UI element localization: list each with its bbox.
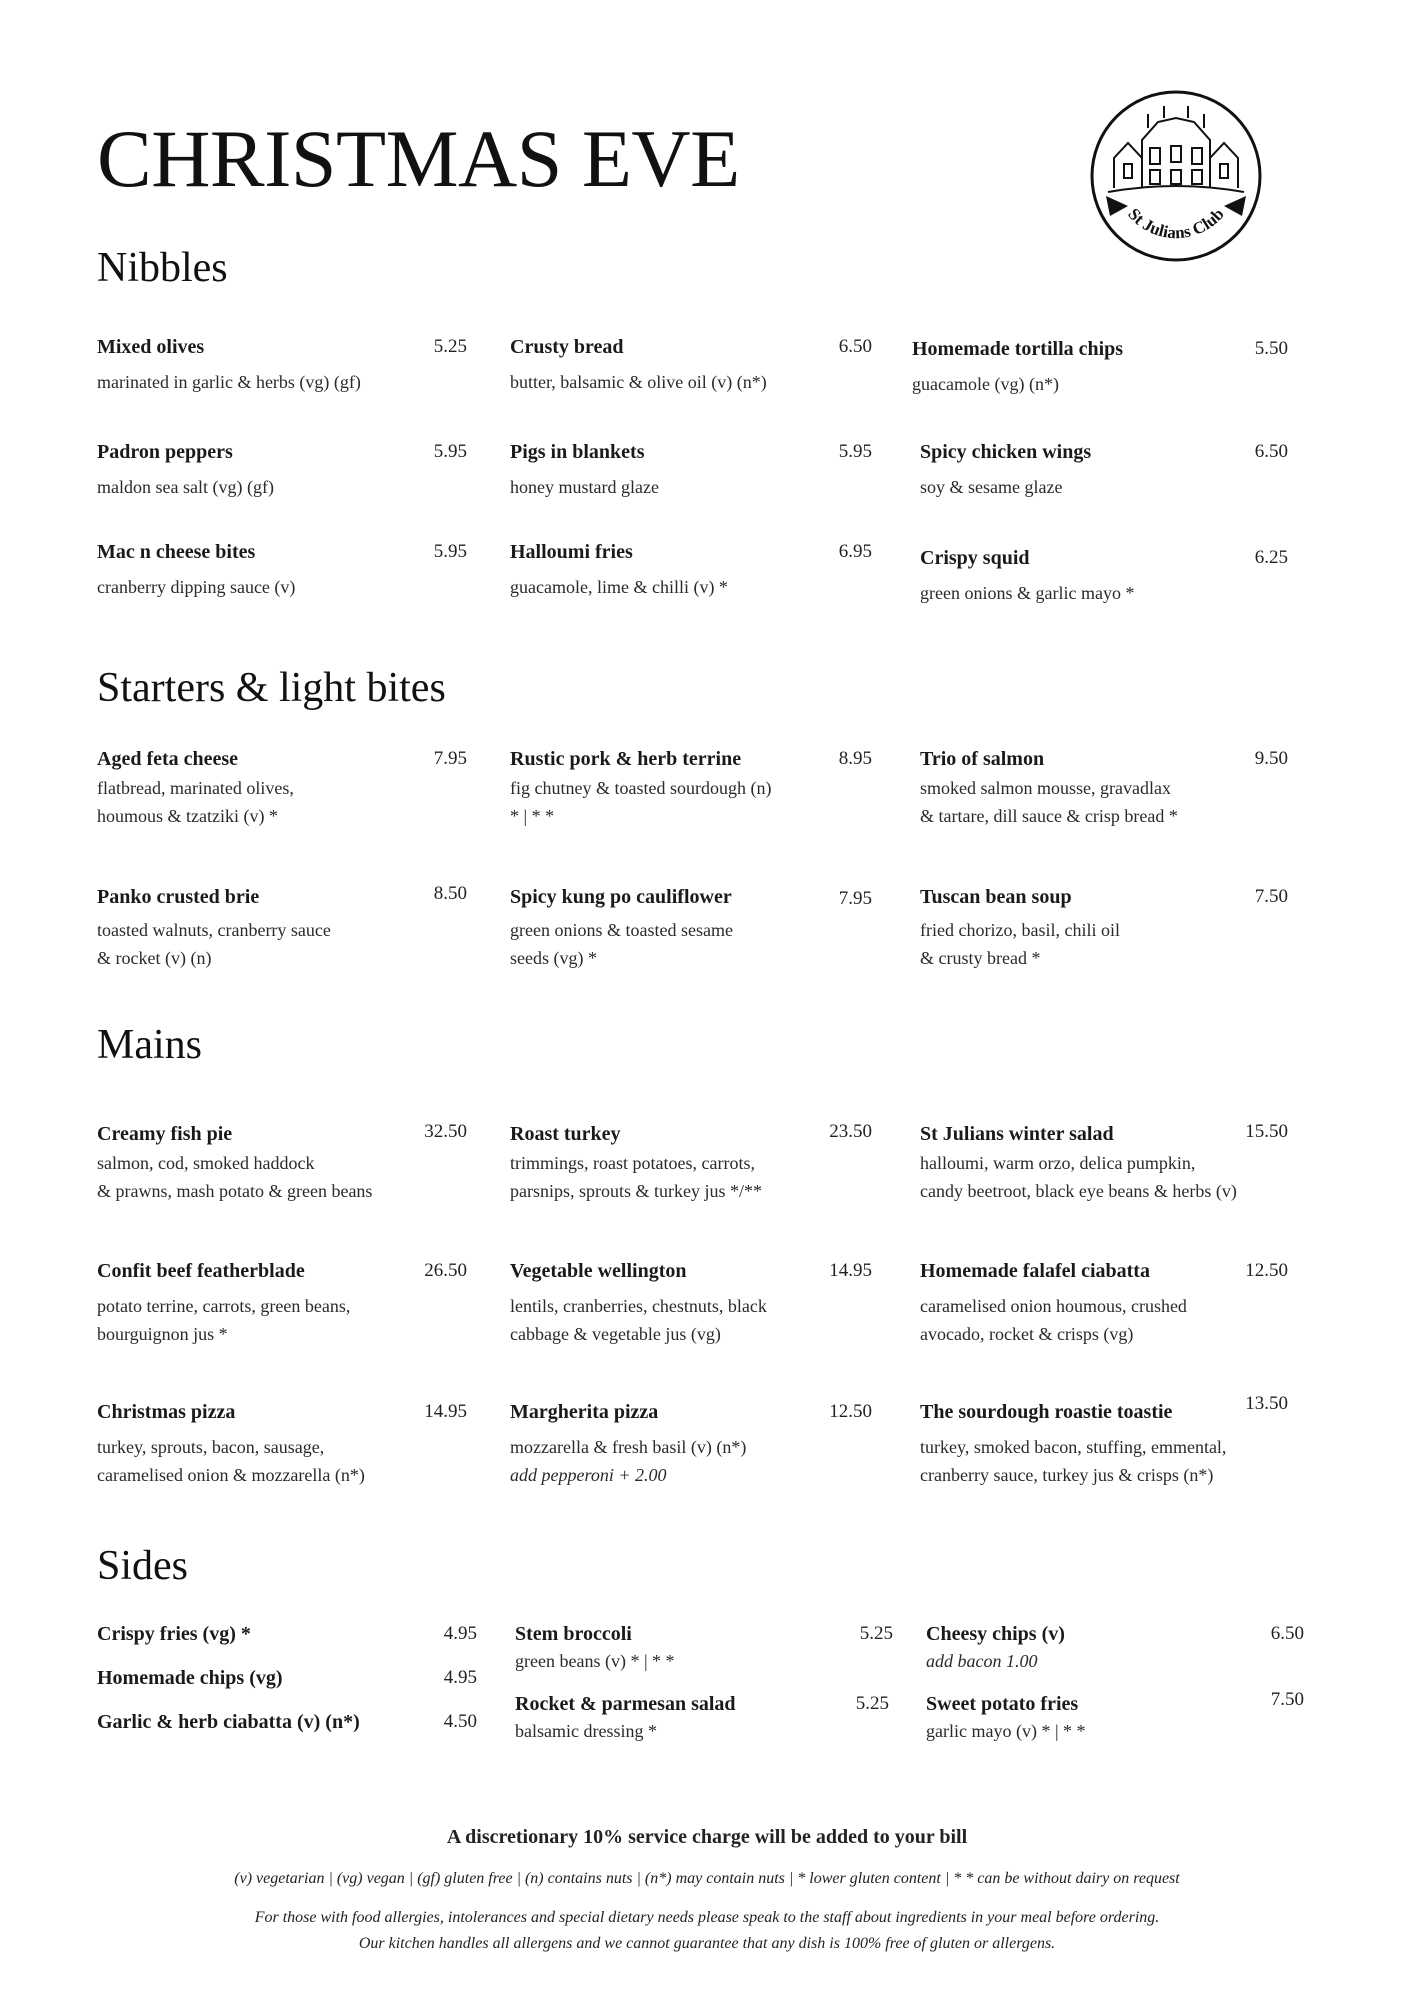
- item-price: 6.50: [838, 336, 872, 357]
- st-julians-club-logo: [1088, 88, 1264, 264]
- item-description: soy & sesame glaze: [920, 477, 1063, 497]
- menu-title: CHRISTMAS EVE: [97, 113, 740, 204]
- item-description: maldon sea salt (vg) (gf): [97, 477, 274, 497]
- item-name: Stem broccoli: [515, 1623, 632, 1645]
- dietary-legend: (v) vegetarian | (vg) vegan | (gf) gluten free | (n) contains nuts | (n*) may contain nuts | * lower gluten content | * * can be without dairy on request: [234, 1870, 1180, 1887]
- item-description: & tartare, dill sauce & crisp bread *: [920, 806, 1178, 826]
- item-name: Garlic & herb ciabatta (v) (n*): [97, 1711, 360, 1733]
- item-description: honey mustard glaze: [510, 477, 659, 497]
- item-addon: add pepperoni + 2.00: [510, 1465, 667, 1485]
- item-description: marinated in garlic & herbs (vg) (gf): [97, 372, 361, 392]
- section-title-sides: Sides: [97, 1543, 189, 1589]
- item-description: cranberry sauce, turkey jus & crisps (n*): [920, 1465, 1214, 1485]
- item-price: 5.95: [838, 441, 872, 462]
- menu-item-margherita-pizza: [510, 1399, 872, 1489]
- item-description: parsnips, sprouts & turkey jus */**: [510, 1181, 762, 1201]
- item-name: Homemade falafel ciabatta: [920, 1260, 1150, 1282]
- item-description: turkey, sprouts, bacon, sausage,: [97, 1437, 325, 1457]
- item-name: Rustic pork & herb terrine: [510, 748, 742, 770]
- item-description: green onions & garlic mayo *: [920, 583, 1135, 603]
- side-item-crispy-fries: [97, 1621, 477, 1647]
- item-price: 4.95: [443, 1667, 477, 1688]
- item-price: 6.25: [1254, 547, 1288, 568]
- menu-item-padron-peppers: [97, 439, 467, 501]
- item-description: & prawns, mash potato & green beans: [97, 1181, 373, 1201]
- allergy-notice-line-1: For those with food allergies, intolerances and special dietary needs please speak to the staff about ingredients in your meal before ordering.: [254, 1909, 1160, 1926]
- item-name: Padron peppers: [97, 441, 233, 463]
- item-name: Vegetable wellington: [510, 1260, 687, 1282]
- menu-item-crusty-bread: [510, 334, 872, 396]
- item-price: 32.50: [424, 1121, 467, 1142]
- side-item-cheesy-chips: [926, 1621, 1304, 1675]
- item-price: 26.50: [424, 1260, 467, 1281]
- item-price: 7.95: [433, 748, 467, 769]
- logo-text: St Julians Club: [1124, 204, 1228, 243]
- menu-item-tuscan-bean-soup: [920, 884, 1288, 972]
- item-price: 5.25: [859, 1623, 893, 1644]
- menu-item-crispy-squid: [920, 545, 1288, 607]
- item-description: butter, balsamic & olive oil (v) (n*): [510, 372, 767, 392]
- item-name: Halloumi fries: [510, 541, 633, 563]
- item-name: Creamy fish pie: [97, 1123, 233, 1145]
- menu-item-aged-feta-cheese: [97, 746, 467, 830]
- menu-item-mixed-olives: [97, 334, 467, 396]
- side-item-stem-broccoli: [515, 1621, 893, 1675]
- side-item-homemade-chips: [97, 1665, 477, 1691]
- menu-item-roastie-toastie: [920, 1393, 1288, 1489]
- allergy-notice-line-2: Our kitchen handles all allergens and we cannot guarantee that any dish is 100% free of gluten or allergens.: [358, 1935, 1056, 1952]
- item-name: Spicy chicken wings: [920, 441, 1092, 463]
- item-description: & crusty bread *: [920, 948, 1041, 968]
- item-description: potato terrine, carrots, green beans,: [97, 1296, 351, 1316]
- item-description: fig chutney & toasted sourdough (n): [510, 778, 772, 798]
- item-price: 4.50: [443, 1711, 477, 1732]
- item-description: cranberry dipping sauce (v): [97, 577, 296, 597]
- side-item-sweet-potato-fries: [926, 1691, 1304, 1745]
- section-title-nibbles: Nibbles: [97, 245, 228, 291]
- menu-item-christmas-pizza: [97, 1399, 467, 1489]
- item-description: avocado, rocket & crisps (vg): [920, 1324, 1134, 1344]
- item-name: Christmas pizza: [97, 1401, 236, 1423]
- menu-item-beef-featherblade: [97, 1258, 467, 1348]
- item-description: balsamic dressing *: [515, 1721, 657, 1741]
- item-price: 6.50: [1270, 1623, 1304, 1644]
- item-addon: add bacon 1.00: [926, 1651, 1038, 1671]
- item-price: 4.95: [443, 1623, 477, 1644]
- item-price: 12.50: [829, 1401, 872, 1422]
- item-name: Crusty bread: [510, 336, 624, 358]
- item-name: Panko crusted brie: [97, 886, 260, 908]
- item-price: 8.95: [838, 748, 872, 769]
- menu-item-halloumi-fries: [510, 539, 872, 601]
- item-price: 8.50: [433, 883, 467, 904]
- menu-item-winter-salad: [920, 1121, 1288, 1205]
- item-description: green onions & toasted sesame: [510, 920, 733, 940]
- item-name: The sourdough roastie toastie: [920, 1401, 1173, 1423]
- item-description: bourguignon jus *: [97, 1324, 228, 1344]
- item-price: 5.50: [1254, 338, 1288, 359]
- item-price: 15.50: [1245, 1121, 1288, 1142]
- item-description: garlic mayo (v) * | * *: [926, 1721, 1086, 1741]
- menu-item-kung-po-cauliflower: [510, 884, 872, 972]
- item-price: 7.50: [1270, 1689, 1304, 1710]
- item-description: salmon, cod, smoked haddock: [97, 1153, 315, 1173]
- item-description: seeds (vg) *: [510, 948, 597, 968]
- menu-item-mac-n-cheese-bites: [97, 539, 467, 601]
- item-description: guacamole, lime & chilli (v) *: [510, 577, 728, 597]
- svg-text:St Julians Club: [1124, 205, 1227, 243]
- item-name: Homemade tortilla chips: [912, 338, 1124, 360]
- item-price: 23.50: [829, 1121, 872, 1142]
- item-description: flatbread, marinated olives,: [97, 778, 294, 798]
- item-price: 5.95: [433, 541, 467, 562]
- item-name: Aged feta cheese: [97, 748, 239, 770]
- item-price: 5.95: [433, 441, 467, 462]
- item-description: mozzarella & fresh basil (v) (n*): [510, 1437, 747, 1457]
- section-title-starters: Starters & light bites: [97, 665, 446, 711]
- item-description: trimmings, roast potatoes, carrots,: [510, 1153, 755, 1173]
- item-price: 7.95: [838, 888, 872, 909]
- item-name: Roast turkey: [510, 1123, 621, 1145]
- menu-item-creamy-fish-pie: [97, 1121, 467, 1205]
- menu-item-tortilla-chips: [912, 336, 1288, 398]
- item-name: Spicy kung po cauliflower: [510, 886, 732, 908]
- item-description: toasted walnuts, cranberry sauce: [97, 920, 331, 940]
- service-charge-note: A discretionary 10% service charge will be added to your bill: [446, 1826, 968, 1848]
- side-item-rocket-parmesan-salad: [515, 1691, 889, 1745]
- menu-item-falafel-ciabatta: [920, 1258, 1288, 1348]
- item-name: Confit beef featherblade: [97, 1260, 305, 1282]
- item-description: cabbage & vegetable jus (vg): [510, 1324, 721, 1344]
- item-price: 12.50: [1245, 1260, 1288, 1281]
- item-name: Crispy fries (vg) *: [97, 1623, 251, 1645]
- item-price: 5.25: [433, 336, 467, 357]
- item-price: 14.95: [424, 1401, 467, 1422]
- item-description: guacamole (vg) (n*): [912, 374, 1059, 394]
- side-item-garlic-herb-ciabatta: [97, 1709, 477, 1735]
- item-price: 5.25: [855, 1693, 889, 1714]
- item-description: caramelised onion houmous, crushed: [920, 1296, 1187, 1316]
- item-name: Rocket & parmesan salad: [515, 1693, 736, 1715]
- item-name: Margherita pizza: [510, 1401, 659, 1423]
- item-name: Pigs in blankets: [510, 441, 645, 463]
- item-price: 6.95: [838, 541, 872, 562]
- item-name: Mixed olives: [97, 336, 205, 358]
- menu-item-vegetable-wellington: [510, 1258, 872, 1348]
- item-name: Homemade chips (vg): [97, 1667, 283, 1689]
- item-name: Sweet potato fries: [926, 1693, 1079, 1715]
- item-description: lentils, cranberries, chestnuts, black: [510, 1296, 767, 1316]
- menu-item-spicy-chicken-wings: [920, 439, 1288, 501]
- item-description: halloumi, warm orzo, delica pumpkin,: [920, 1153, 1196, 1173]
- section-title-mains: Mains: [97, 1022, 202, 1068]
- item-description: turkey, smoked bacon, stuffing, emmental,: [920, 1437, 1227, 1457]
- menu-item-pork-herb-terrine: [510, 746, 872, 830]
- item-name: St Julians winter salad: [920, 1123, 1114, 1145]
- menu-item-roast-turkey: [510, 1121, 872, 1205]
- item-price: 7.50: [1254, 886, 1288, 907]
- item-description: * | * *: [510, 806, 555, 826]
- item-description: candy beetroot, black eye beans & herbs (v): [920, 1181, 1237, 1201]
- item-name: Mac n cheese bites: [97, 541, 256, 563]
- item-description: & rocket (v) (n): [97, 948, 212, 968]
- menu-item-panko-crusted-brie: [97, 884, 467, 972]
- item-description: houmous & tzatziki (v) *: [97, 806, 278, 826]
- item-description: caramelised onion & mozzarella (n*): [97, 1465, 365, 1485]
- item-price: 6.50: [1254, 441, 1288, 462]
- item-name: Trio of salmon: [920, 748, 1045, 770]
- item-description: green beans (v) * | * *: [515, 1651, 675, 1671]
- item-price: 14.95: [829, 1260, 872, 1281]
- menu-item-trio-of-salmon: [920, 746, 1288, 830]
- item-name: Tuscan bean soup: [920, 886, 1072, 908]
- item-name: Cheesy chips (v): [926, 1623, 1065, 1645]
- item-name: Crispy squid: [920, 547, 1030, 569]
- item-price: 13.50: [1245, 1393, 1288, 1414]
- item-description: fried chorizo, basil, chili oil: [920, 920, 1120, 940]
- item-description: smoked salmon mousse, gravadlax: [920, 778, 1171, 798]
- item-price: 9.50: [1254, 748, 1288, 769]
- menu-item-pigs-in-blankets: [510, 439, 872, 501]
